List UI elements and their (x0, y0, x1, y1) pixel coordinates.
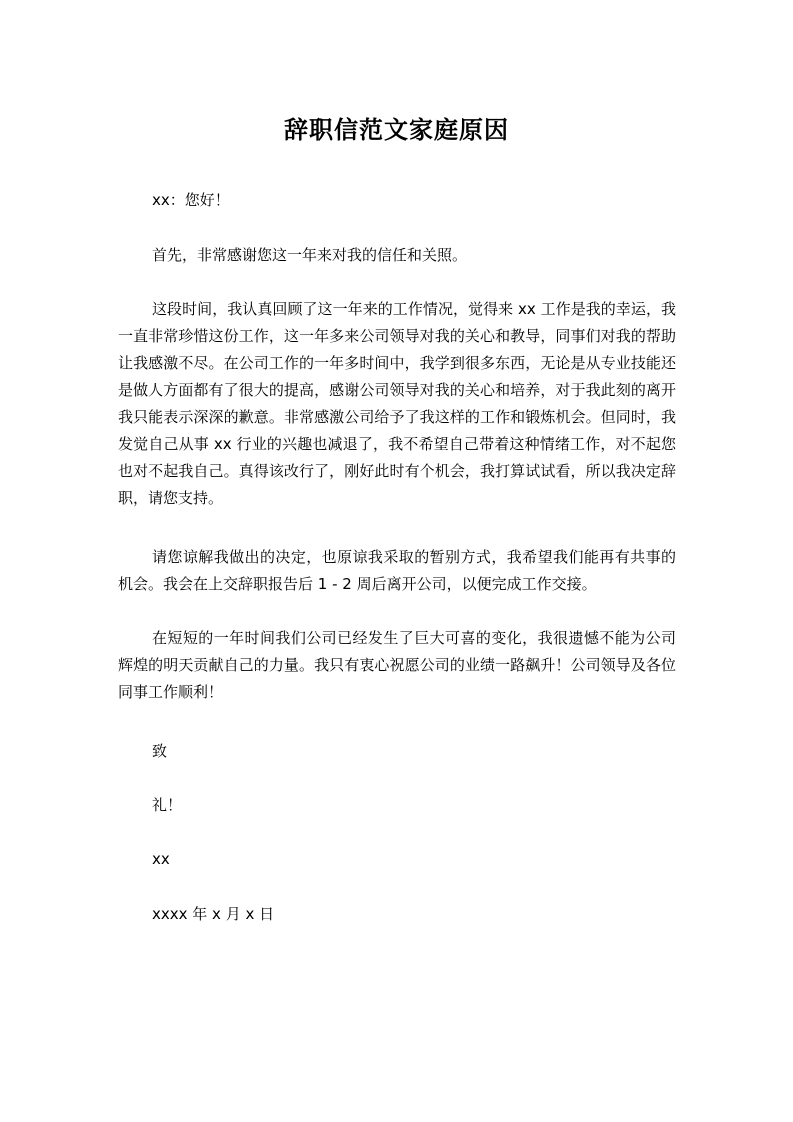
paragraph-handover: 请您谅解我做出的决定，也原谅我采取的暂别方式，我希望我们能再有共事的机会。我会在上交辞职报告后 1 - 2 周后离开公司，以便完成工作交接。 (118, 548, 676, 593)
paragraph-wishes: 在短短的一年时间我们公司已经发生了巨大可喜的变化，我很遗憾不能为公司辉煌的明天贡献自己的力量。我只有衷心祝愿公司的业绩一路飙升！公司领导及各位同事工作顺利！ (118, 629, 676, 701)
greeting: xx：您好！ (152, 191, 230, 209)
paragraph-reasons: 这段时间，我认真回顾了这一年来的工作情况，觉得来 xx 工作是我的幸运，我一直非常珍惜这份工作，这一年多来公司领导对我的关心和教导，同事们对我的帮助让我感激不尽。在公司工作的一年多时间中，我学到很多东西，无论是从专业技能还是做人方面都有了很大的提高，感谢公司领导对我的关心和培养，对于我此刻的离开我只能表示深深的歉意。非常感激公司给予了我这样的工作和锻炼机会。但同时，我发觉自己从事 xx 行业的兴趣也减退了，我不希望自己带着这种情绪工作，对不起您也对不起我自己。真得该改行了，刚好此时有个机会，我打算试试看，所以我决定辞职，请您支持。 (118, 300, 676, 507)
closing-salute: 礼！ (152, 796, 183, 814)
paragraph-thanks: 首先，非常感谢您这一年来对我的信任和关照。 (152, 246, 468, 264)
closing-to: 致 (152, 742, 168, 760)
date: xxxx 年 x 月 x 日 (152, 905, 275, 923)
document-title: 辞职信范文家庭原因 (284, 116, 509, 144)
signature: xx (152, 850, 170, 868)
